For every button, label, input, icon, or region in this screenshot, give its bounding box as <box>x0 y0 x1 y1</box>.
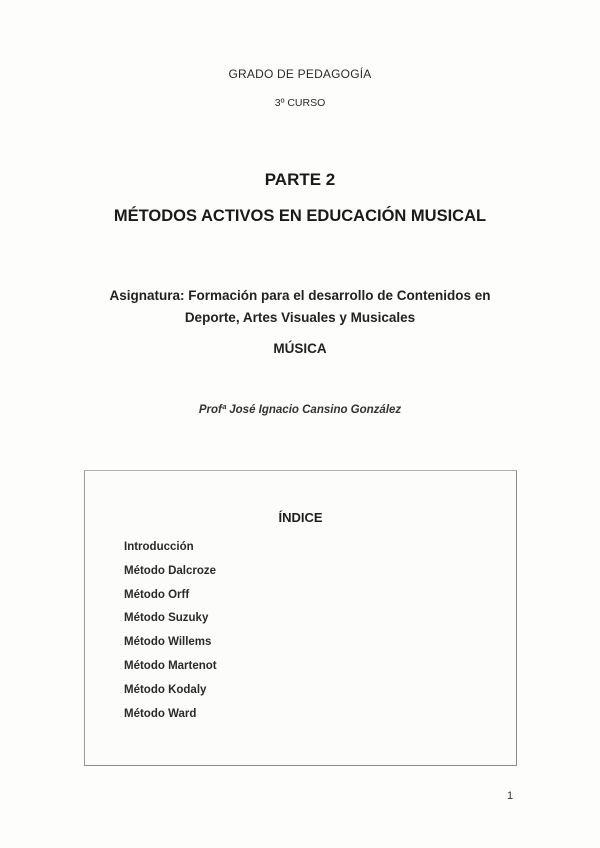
subject-area: MÚSICA <box>273 341 327 356</box>
degree-heading: GRADO DE PEDAGOGÍA <box>228 67 372 81</box>
index-item: Método Ward <box>124 707 197 720</box>
page-number: 1 <box>507 790 514 802</box>
subject-block <box>0 285 600 329</box>
index-item: Método Orff <box>124 588 190 601</box>
index-item: Método Willems <box>124 636 212 649</box>
professor-name: Profª José Ignacio Cansino González <box>198 404 402 416</box>
subject-line-1: Asignatura: Formación para el desarrollo de Contenidos en <box>109 288 491 303</box>
index-item: Método Suzuky <box>124 612 209 625</box>
index-item: Método Martenot <box>124 659 217 672</box>
document-subtitle: MÉTODOS ACTIVOS EN EDUCACIÓN MUSICAL <box>113 207 487 225</box>
index-item: Método Dalcroze <box>124 564 217 577</box>
part-title: PARTE 2 <box>264 170 336 189</box>
course-heading: 3º CURSO <box>274 97 326 109</box>
subject-line-2: Deporte, Artes Visuales y Musicales <box>184 310 416 325</box>
index-list <box>124 539 217 729</box>
index-item: Introducción <box>124 541 194 553</box>
index-title: ÍNDICE <box>278 510 323 525</box>
index-item: Método Kodaly <box>124 683 207 696</box>
index-box <box>84 470 517 766</box>
